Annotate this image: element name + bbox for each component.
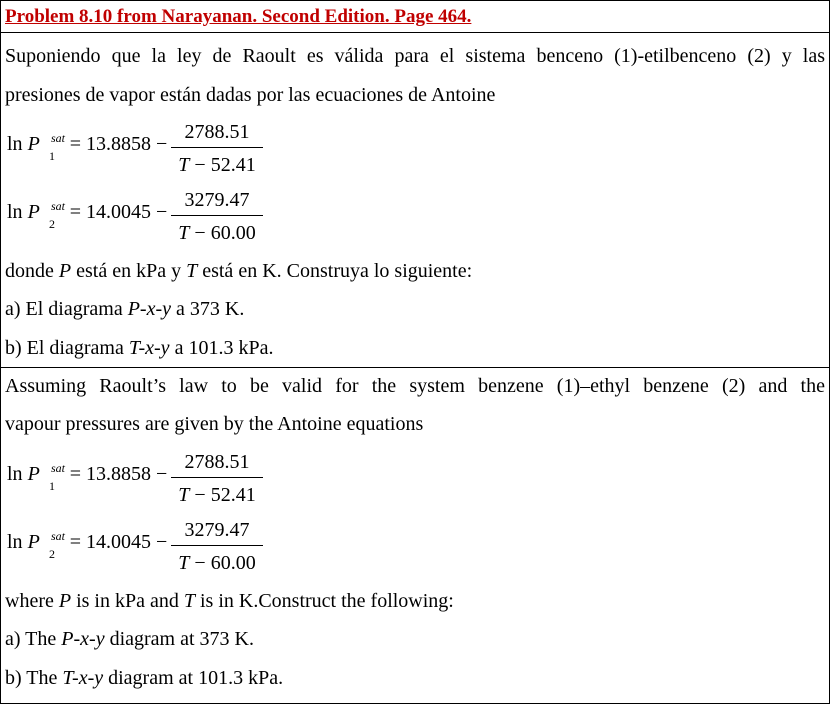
fraction-bar xyxy=(171,215,263,216)
en-units-line: where P is in kPa and T is in K.Construct the following: xyxy=(5,590,454,612)
es-item-b: b) El diagrama T-x-y a 101.3 kPa. xyxy=(5,337,274,359)
es-intro-line-1: Suponiendo que la ley de Raoult es válida para el sistema benceno (1)-etilbenceno (2) y las xyxy=(5,45,825,67)
eq-fraction xyxy=(171,119,263,178)
eq-ln: ln xyxy=(7,133,23,155)
en-item-a: a) The P-x-y diagram at 373 K. xyxy=(5,628,254,650)
eq-ln: ln xyxy=(7,463,23,485)
eq-var: P xyxy=(27,463,40,485)
eq-sub: 2 xyxy=(49,547,55,561)
es-intro-line-2: presiones de vapor están dadas por las ecuaciones de Antoine xyxy=(5,84,496,106)
eq-rhs: = 14.0045 − xyxy=(69,201,168,223)
eq-ln: ln xyxy=(7,201,23,223)
eq-rhs: = 13.8858 − xyxy=(69,463,168,485)
eq-var: P xyxy=(27,133,40,155)
eq-denominator: T − 60.00 xyxy=(178,222,256,244)
eq-sub: 1 xyxy=(49,149,55,163)
eq-numerator: 2788.51 xyxy=(184,451,250,473)
eq-denominator: T − 52.41 xyxy=(178,154,256,176)
eq-denominator: T − 52.41 xyxy=(178,484,256,506)
eq-var: P xyxy=(27,531,40,553)
eq-denominator: T − 60.00 xyxy=(178,552,256,574)
eq-fraction xyxy=(171,187,263,246)
en-intro-line-2: vapour pressures are given by the Antoine equations xyxy=(5,413,424,435)
fraction-bar xyxy=(171,545,263,546)
es-item-a: a) El diagrama P-x-y a 373 K. xyxy=(5,298,245,320)
eq-rhs: = 13.8858 − xyxy=(69,133,168,155)
eq-rhs: = 14.0045 − xyxy=(69,531,168,553)
es-units-line: donde P está en kPa y T está en K. Construya lo siguiente: xyxy=(5,260,473,282)
fraction-bar xyxy=(171,477,263,478)
fraction-bar xyxy=(171,147,263,148)
language-divider xyxy=(1,367,829,368)
eq-fraction xyxy=(171,517,263,576)
title-divider xyxy=(1,32,829,33)
en-intro-line-1: Assuming Raoult’s law to be valid for the system benzene (1)–ethyl benzene (2) and the xyxy=(5,375,825,397)
eq-numerator: 3279.47 xyxy=(184,519,250,541)
eq-sup: sat xyxy=(51,461,66,475)
eq-numerator: 2788.51 xyxy=(184,121,250,143)
eq-var: P xyxy=(27,201,40,223)
en-item-b: b) The T-x-y diagram at 101.3 kPa. xyxy=(5,667,284,689)
eq-sub: 1 xyxy=(49,479,55,493)
eq-sup: sat xyxy=(51,199,66,213)
eq-numerator: 3279.47 xyxy=(184,189,250,211)
problem-title: Problem 8.10 from Narayanan. Second Edition. Page 464. xyxy=(5,6,472,27)
eq-sup: sat xyxy=(51,131,66,145)
eq-sup: sat xyxy=(51,529,66,543)
eq-fraction xyxy=(171,449,263,508)
eq-ln: ln xyxy=(7,531,23,553)
eq-sub: 2 xyxy=(49,217,55,231)
